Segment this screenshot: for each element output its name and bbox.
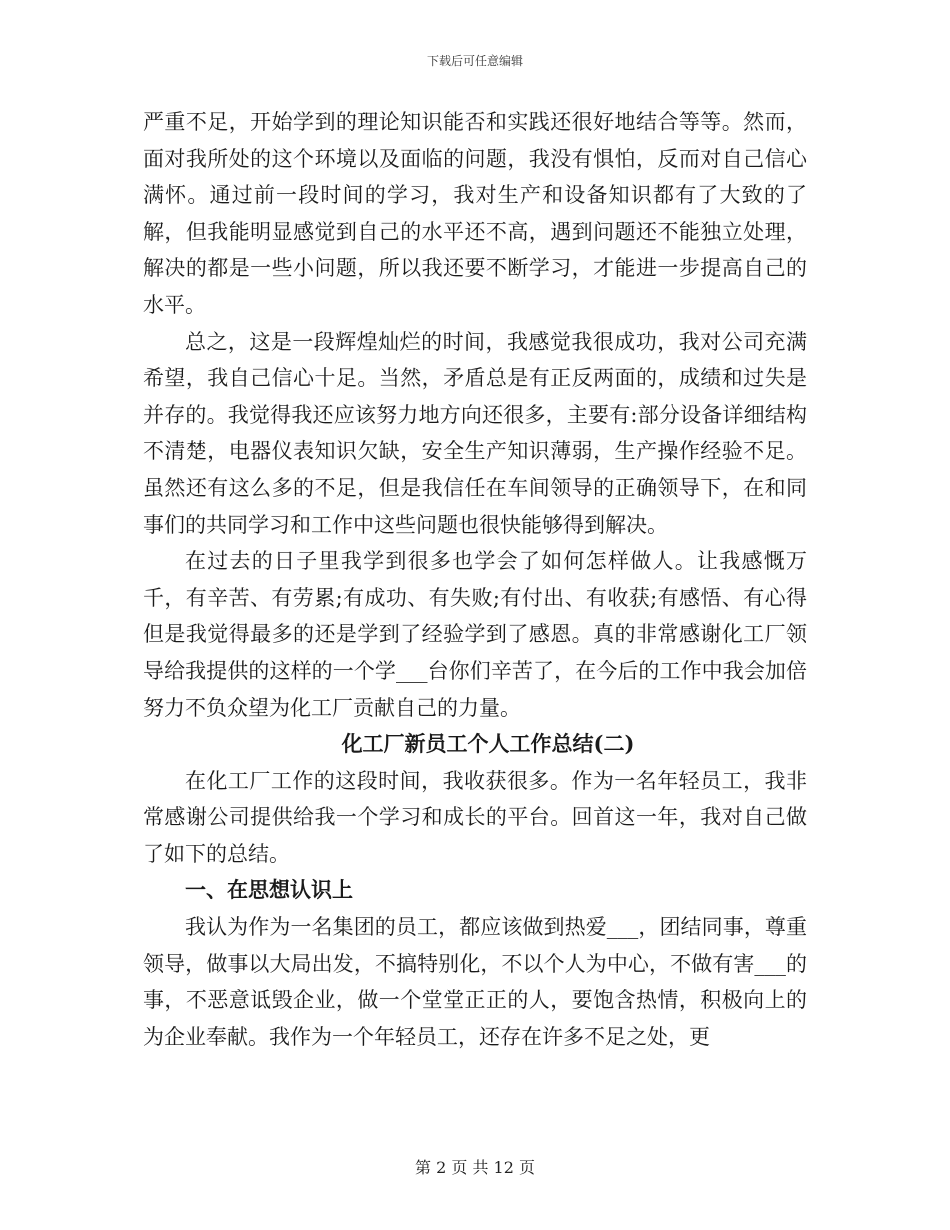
sub-heading-1: 一、在思想认识上: [185, 877, 353, 903]
header-note: 下载后可任意编辑: [426, 54, 523, 68]
document-body: [143, 104, 807, 1055]
page-number: 第 2 页 共 12 页: [415, 1158, 535, 1177]
paragraph-3: 在过去的日子里我学到很多也学会了如何怎样做人。让我感慨万千，有辛苦、有劳累;有成功、有失败;有付出、有收获;有感悟、有心得但是我觉得最多的还是学到了经验学到了感恩。真的非常感谢化工厂领导给我提供的这样的一个学___台你们辛苦了，在今后的工作中我会加倍努力不负众望为化工厂贡献自己的力量。: [143, 549, 807, 720]
paragraph-2: 总之，这是一段辉煌灿烂的时间，我感觉我很成功，我对公司充满希望，我自己信心十足。当然，矛盾总是有正反两面的，成绩和过失是并存的。我觉得我还应该努力地方向还很多，主要有:部分设备详细结构不清楚，电器仪表知识欠缺，安全生产知识薄弱，生产操作经验不足。虽然还有这么多的不足，但是我信任在车间领导的正确领导下，在和同事们的共同学习和工作中这些问题也很快能够得到解决。: [143, 329, 807, 537]
paragraph-4: 在化工厂工作的这段时间，我收获很多。作为一名年轻员工，我非常感谢公司提供给我一个学习和成长的平台。回首这一年，我对自己做了如下的总结。: [143, 768, 807, 866]
paragraph-1: 严重不足，开始学到的理论知识能否和实践还很好地结合等等。然而，面对我所处的这个环境以及面临的问题，我没有惧怕，反而对自己信心满怀。通过前一段时间的学习，我对生产和设备知识都有了大致的了解，但我能明显感觉到自己的水平还不高，遇到问题还不能独立处理，解决的都是一些小问题，所以我还要不断学习，才能进一步提高自己的水平。: [143, 110, 807, 317]
paragraph-5: 我认为作为一名集团的员工，都应该做到热爱___，团结同事，尊重领导，做事以大局出发，不搞特别化，不以个人为中心，不做有害___的事，不恶意诋毁企业，做一个堂堂正正的人，要饱含热情，积极向上的为企业奉献。我作为一个年轻员工，还存在许多不足之处，更: [143, 915, 807, 1049]
section-title: 化工厂新员工个人工作总结(二): [341, 731, 635, 757]
